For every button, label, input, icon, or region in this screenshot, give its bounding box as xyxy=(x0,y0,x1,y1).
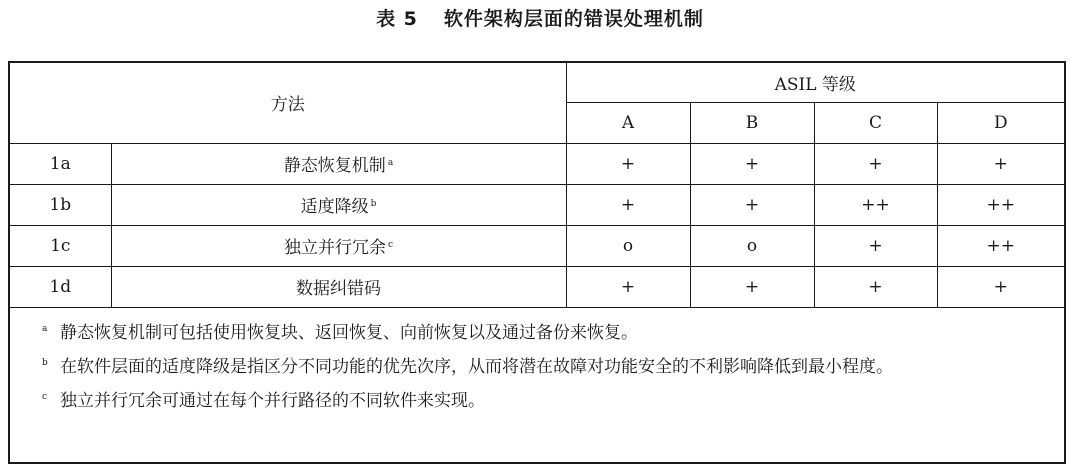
rating-a: + xyxy=(566,266,690,307)
footnote-mark: b xyxy=(42,357,48,368)
rating-d: + xyxy=(937,266,1065,307)
table-row xyxy=(9,266,1065,307)
rating-b: + xyxy=(690,184,814,225)
footnote-ref: c xyxy=(387,240,394,250)
row-id: 1b xyxy=(9,184,111,225)
asil-level-d: D xyxy=(937,102,1065,143)
rating-d: ++ xyxy=(937,184,1065,225)
rating-b: + xyxy=(690,143,814,184)
footnote-mark: a xyxy=(42,323,48,334)
footnote xyxy=(42,384,1054,418)
table-row xyxy=(9,225,1065,266)
row-id: 1d xyxy=(9,266,111,307)
asil-level-a: A xyxy=(566,102,690,143)
rating-c: + xyxy=(814,143,937,184)
footnote-ref: b xyxy=(370,199,377,209)
error-handling-table xyxy=(8,61,1066,464)
footnotes xyxy=(9,307,1065,463)
rating-b: o xyxy=(690,225,814,266)
rating-c: + xyxy=(814,225,937,266)
rating-c: + xyxy=(814,266,937,307)
rating-a: + xyxy=(566,184,690,225)
asil-header: ASIL 等级 xyxy=(566,62,1065,102)
footnote-mark: c xyxy=(42,391,48,402)
method-name: 适度降级 xyxy=(300,197,369,217)
footnote-text: 在软件层面的适度降级是指区分不同功能的优先次序，从而将潜在故障对功能安全的不利影响降低到最小程度。 xyxy=(60,356,893,377)
asil-level-c: C xyxy=(814,102,937,143)
footnote xyxy=(42,316,1054,350)
method-name: 静态恢复机制 xyxy=(283,156,386,176)
rating-c: ++ xyxy=(814,184,937,225)
table-row xyxy=(9,184,1065,225)
asil-level-b: B xyxy=(690,102,814,143)
footnote-ref: a xyxy=(387,158,394,168)
method-name: 数据纠错码 xyxy=(296,279,381,299)
table-title-text: 软件架构层面的错误处理机制 xyxy=(443,8,704,30)
method-name: 独立并行冗余 xyxy=(283,238,386,258)
rating-a: + xyxy=(566,143,690,184)
row-id: 1a xyxy=(9,143,111,184)
method-header: 方法 xyxy=(9,62,566,143)
footnote xyxy=(42,350,1054,384)
table-number: 表 5 xyxy=(376,8,418,30)
row-id: 1c xyxy=(9,225,111,266)
footnote-text: 静态恢复机制可包括使用恢复块、返回恢复、向前恢复以及通过备份来恢复。 xyxy=(60,322,638,343)
rating-d: ++ xyxy=(937,225,1065,266)
table-title xyxy=(0,4,1080,31)
method-cell xyxy=(111,225,566,266)
method-cell xyxy=(111,266,566,307)
table-row xyxy=(9,143,1065,184)
rating-a: o xyxy=(566,225,690,266)
rating-d: + xyxy=(937,143,1065,184)
rating-b: + xyxy=(690,266,814,307)
footnote-text: 独立并行冗余可通过在每个并行路径的不同软件来实现。 xyxy=(60,390,485,411)
method-cell xyxy=(111,143,566,184)
method-cell xyxy=(111,184,566,225)
